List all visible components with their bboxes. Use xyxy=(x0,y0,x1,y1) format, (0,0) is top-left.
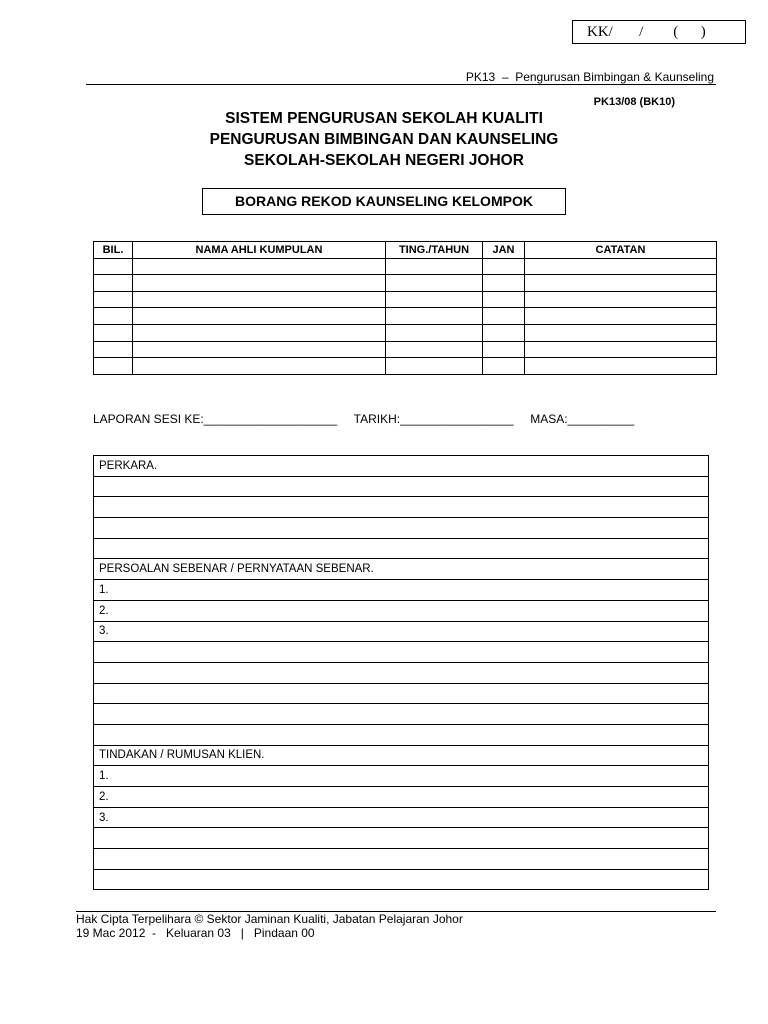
member-row xyxy=(94,275,717,292)
persoalan-item: 3. xyxy=(94,621,709,642)
member-cell xyxy=(94,275,133,292)
title-line-1: SISTEM PENGURUSAN SEKOLAH KUALITI xyxy=(225,110,543,127)
form-code: PK13/08 (BK10) xyxy=(593,96,675,108)
member-cell xyxy=(525,308,717,325)
notes-row xyxy=(94,600,709,621)
column-header-bil: BIL. xyxy=(94,242,133,259)
member-cell xyxy=(94,291,133,308)
column-header-catatan: CATATAN xyxy=(525,242,717,259)
session-info-line: LAPORAN SESI KE:____________________ TARIKH:_________________ MASA:__________ xyxy=(93,412,635,426)
persoalan-item: 1. xyxy=(94,580,709,601)
member-cell xyxy=(525,358,717,375)
blank-line xyxy=(94,828,709,849)
header-text: PK13 – Pengurusan Bimbingan & Kaunseling xyxy=(465,70,714,84)
notes-row xyxy=(94,518,709,539)
notes-row xyxy=(94,807,709,828)
blank-line xyxy=(94,497,709,518)
member-cell xyxy=(94,308,133,325)
blank-line xyxy=(94,662,709,683)
member-cell xyxy=(483,358,525,375)
notes-row xyxy=(94,497,709,518)
notes-row xyxy=(94,559,709,580)
member-cell xyxy=(133,358,386,375)
blank-line xyxy=(94,724,709,745)
member-cell xyxy=(94,258,133,275)
member-cell xyxy=(483,258,525,275)
notes-row xyxy=(94,704,709,725)
notes-row xyxy=(94,724,709,745)
blank-line xyxy=(94,849,709,870)
tindakan-item: 3. xyxy=(94,807,709,828)
member-cell xyxy=(483,291,525,308)
title-line-3: SEKOLAH-SEKOLAH NEGERI JOHOR xyxy=(244,152,524,169)
member-cell xyxy=(133,258,386,275)
member-cell xyxy=(386,358,483,375)
blank-line xyxy=(94,518,709,539)
footer-revision: 19 Mac 2012 - Keluaran 03 | Pindaan 00 xyxy=(76,926,315,940)
member-row xyxy=(94,341,717,358)
persoalan-label: PERSOALAN SEBENAR / PERNYATAAN SEBENAR. xyxy=(94,559,709,580)
column-header-nama: NAMA AHLI KUMPULAN xyxy=(133,242,386,259)
notes-row xyxy=(94,869,709,890)
notes-table xyxy=(93,455,709,890)
notes-row xyxy=(94,662,709,683)
member-cell xyxy=(386,258,483,275)
member-row xyxy=(94,291,717,308)
perkara-label: PERKARA. xyxy=(94,456,709,477)
member-cell xyxy=(133,275,386,292)
member-cell xyxy=(94,358,133,375)
member-cell xyxy=(525,291,717,308)
column-header-jan: JAN xyxy=(483,242,525,259)
blank-line xyxy=(94,642,709,663)
member-cell xyxy=(386,324,483,341)
notes-row xyxy=(94,745,709,766)
member-cell xyxy=(94,341,133,358)
member-cell xyxy=(483,341,525,358)
member-cell xyxy=(525,324,717,341)
member-cell xyxy=(386,291,483,308)
notes-row xyxy=(94,456,709,477)
member-cell xyxy=(386,341,483,358)
member-cell xyxy=(133,308,386,325)
persoalan-item: 2. xyxy=(94,600,709,621)
tindakan-label: TINDAKAN / RUMUSAN KLIEN. xyxy=(94,745,709,766)
tindakan-item: 2. xyxy=(94,787,709,808)
blank-line xyxy=(94,869,709,890)
notes-row xyxy=(94,683,709,704)
notes-row xyxy=(94,642,709,663)
title-line-2: PENGURUSAN BIMBINGAN DAN KAUNSELING xyxy=(209,131,559,148)
member-cell xyxy=(386,275,483,292)
notes-row xyxy=(94,580,709,601)
members-header-row xyxy=(94,242,717,259)
notes-row xyxy=(94,849,709,870)
member-cell xyxy=(483,324,525,341)
blank-line xyxy=(94,683,709,704)
member-row xyxy=(94,358,717,375)
blank-line xyxy=(94,476,709,497)
member-row xyxy=(94,308,717,325)
blank-line xyxy=(94,704,709,725)
member-cell xyxy=(525,258,717,275)
notes-row xyxy=(94,828,709,849)
header-divider xyxy=(86,84,716,85)
notes-row xyxy=(94,476,709,497)
column-header-tingkatan: TING./TAHUN xyxy=(386,242,483,259)
member-cell xyxy=(133,291,386,308)
member-cell xyxy=(483,308,525,325)
member-cell xyxy=(94,324,133,341)
footer-copyright: Hak Cipta Terpelihara © Sektor Jaminan Kualiti, Jabatan Pelajaran Johor xyxy=(76,912,463,926)
member-row xyxy=(94,258,717,275)
tindakan-item: 1. xyxy=(94,766,709,787)
members-table xyxy=(93,241,717,375)
notes-row xyxy=(94,621,709,642)
notes-row xyxy=(94,766,709,787)
form-title-box: BORANG REKOD KAUNSELING KELOMPOK xyxy=(202,188,566,215)
member-cell xyxy=(525,275,717,292)
member-cell xyxy=(525,341,717,358)
member-cell xyxy=(133,324,386,341)
member-cell xyxy=(133,341,386,358)
member-cell xyxy=(483,275,525,292)
notes-row xyxy=(94,787,709,808)
blank-line xyxy=(94,538,709,559)
member-cell xyxy=(386,308,483,325)
document-code-box: KK/ / ( ) xyxy=(572,20,746,44)
member-row xyxy=(94,324,717,341)
notes-row xyxy=(94,538,709,559)
